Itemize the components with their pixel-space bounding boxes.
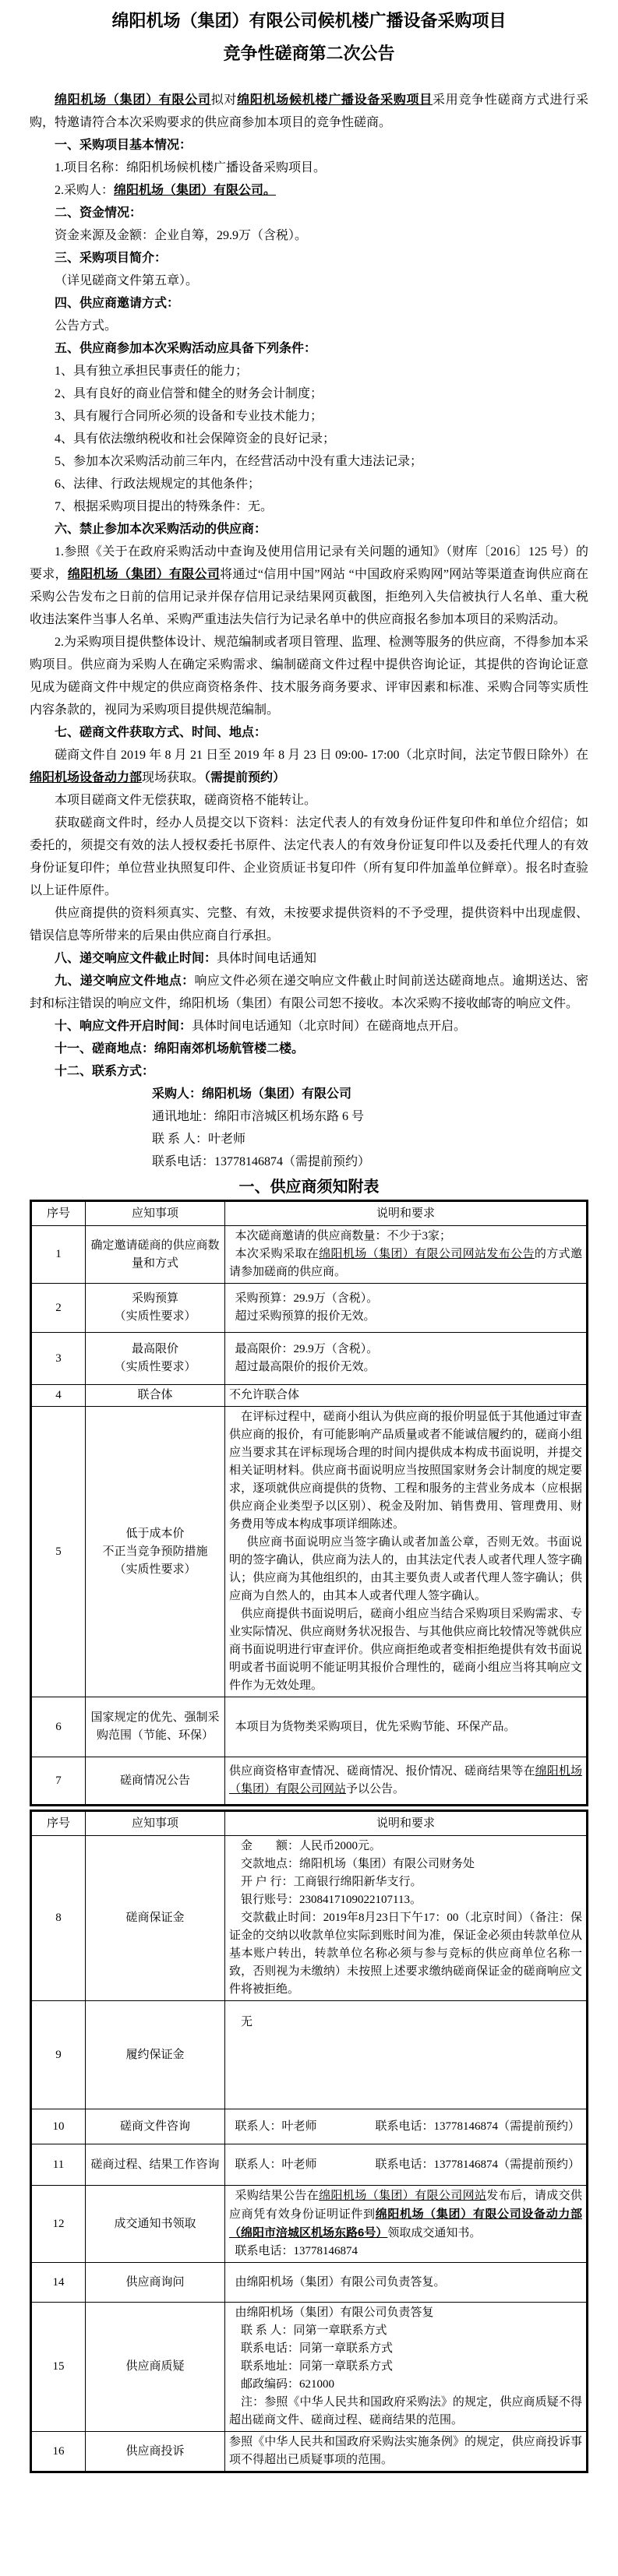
table-row-9 [31,2001,588,2109]
row-desc: 不允许联合体 [225,1385,588,1407]
spacer [30,70,588,89]
s6p1-pre: 1.参照《关于在政府采购活动中查询及使用信用记录有关问题的通知》（财库〔2016〕125 号）的要求， [30,545,588,581]
row-desc [225,2303,588,2432]
section12-heading: 十二、联系方式： [55,1065,155,1078]
table-row-5 [31,1407,588,1697]
row-desc [225,2186,588,2263]
row-item: 供应商投诉 [86,2432,225,2472]
intro-mid: 拟对 [210,93,238,107]
contact-phone: 联系电话：13778146874（需提前预约） [375,2158,581,2171]
row-desc [225,2432,588,2472]
contact-person: 联系人：叶老师 [235,2158,317,2171]
row-desc [225,2109,588,2144]
row-seq: 11 [31,2144,86,2186]
table-row-14 [31,2263,588,2303]
header-desc: 说明和要求 [225,1811,588,1836]
contact-block [30,1083,588,1173]
project-name: 绵阳机场候机楼广播设备采购项目 [237,93,433,107]
row-seq: 10 [31,2109,86,2144]
row-item: 确定邀请磋商的供应商数量和方式 [86,1226,225,1284]
row-item: 成交通知书领取 [86,2186,225,2263]
desc-line [229,1246,582,1281]
header-item: 应知事项 [86,1811,225,1836]
table-header-row [31,1201,588,1226]
row-desc [225,1407,588,1697]
desc-bold-underlined: 绵阳机场（集团）有限公司设备动力部（绵阳市涪城区机场东路6号） [229,2208,582,2239]
table-row-16 [31,2432,588,2472]
contact-person: 联系人：叶老师 [235,2120,317,2133]
row-desc [225,2001,588,2109]
table-row-6 [31,1697,588,1757]
buyer-name: 绵阳机场（集团）有限公司 [55,93,211,107]
s9-body: 响应文件必须在递交响应文件截止时间前送达磋商地点。逾期送达、密封和标注错误的响应文件，绵阳机场（集团）有限公司恕不接收。本次采购不接收邮寄的响应文件。 [30,974,588,1010]
desc-line [229,2118,582,2136]
desc-paragraph: 在评标过程中，磋商小组认为供应商的报价明显低于其他通过审查供应商的报价，有可能影响产品质量或者不能诚信履约的，磋商小组应当要求其在评标现场合理的时间内提供成本构成书面说明，并提交相关证明材料。供应商书面说明应当按照国家财务会计制度的规定要求，逐项就供应商提供的货物、工程和服务的主营业务成本（应根据供应商企业类型予以区别）、税金及附加、销售费用、管理费用、财务费用等成本构成事项详细陈述。 [229,1411,582,1531]
deposit-account: 银行账号：2308417109022107113。 [241,1894,422,1906]
condition-item: 3、具有履行合同所必须的设备和专业技术能力； [55,410,323,423]
section2-heading: 二、资金情况： [55,206,143,220]
s6p1-buyer: 绵阳机场（集团）有限公司 [67,568,221,581]
row-item: 联合体 [86,1385,225,1407]
section7-paragraph4: 供应商提供的资料须真实、完整、有效，未按要求提供资料的不予受理，提供资料中出现虚假、错误信息等所带来的后果由供应商自行承担。 [30,907,588,943]
row-item: 供应商质疑 [86,2303,225,2432]
contact-person: 联 系 人：叶老师 [152,1133,246,1146]
section5-heading: 五、供应商参加本次采购活动应具备下列条件： [55,342,317,355]
contact-phone: 联系电话：13778146874（需提前预约） [375,2120,581,2133]
deposit-deadline: 交款截止时间：2019年8月23日下午17：00（北京时间）（备注：保证金的交纳以收款单位实际到账时间为准，保证金必须由转款单位从基本账户转出，转款单位名称必须与参与竞标的供应商单位名称一致，否则视为未缴纳）未按照上述要求缴纳磋商保证金的磋商响应文件将被拒绝。 [229,1912,582,1996]
section7-paragraph2: 本项目磋商文件无偿获取，磋商资格不能转让。 [55,794,317,807]
row-desc [225,1836,588,2001]
deposit-place: 交款地点：绵阳机场（集团）有限公司财务处 [241,1858,475,1870]
desc-seg: 的方式邀请参加磋商的供应商。 [229,1248,582,1278]
section7-heading: 七、磋商文件获取方式、时间、地点： [55,726,267,739]
row-desc [225,1284,588,1333]
row-desc [225,1333,588,1385]
desc-paragraph: 参照《中华人民共和国政府采购法实施条例》的规定，供应商投诉事项不得超出已质疑事项的范围。 [229,2436,582,2466]
item-line: 低于成本价 [125,1527,185,1540]
section7-paragraph1 [30,744,588,789]
section10-line [30,1015,588,1038]
desc-paragraph: 供应商提供书面说明后，磋商小组应当结合采购项目采购需求、专业实际情况、供应商财务状况报告、与其他供应商比较情况等就供应商书面说明进行审查评价。供应商拒绝或者变相拒绝提供有效书面说明或者书面说明不能证明其报价合理性的，磋商小组应当将其响应文件作为无效处理。 [229,1608,582,1692]
row-item: 磋商保证金 [86,1836,225,2001]
table-row-10 [31,2109,588,2144]
section3-body: （详见磋商文件第五章）。 [55,274,199,287]
section6-heading: 六、禁止参加本次采购活动的供应商： [55,523,267,536]
row-desc [225,2144,588,2186]
item-line: （实质性要求） [114,1563,196,1576]
s8-label: 八、递交响应文件截止时间： [55,952,217,965]
row-item: 履约保证金 [86,2001,225,2109]
desc-underlined: 绵阳机场（集团）有限公司网站 [319,2190,487,2202]
row-desc [225,1757,588,1806]
desc-seg: 领取成交通知书。 [387,2227,482,2239]
s10-body: 具体时间电话通知（北京时间）在磋商地点开启。 [192,1020,467,1033]
desc-note: 注：参照《中华人民共和国政府采购法》的规定，供应商质疑不得超出磋商文件、磋商过程、磋商结果的范围。 [229,2396,582,2426]
desc-seg: 本次采购采取在 [235,1248,320,1260]
header-item: 应知事项 [86,1201,225,1226]
row-desc [225,1226,588,1284]
section1-item2 [30,179,588,202]
row-item: 磋商情况公告 [86,1757,225,1806]
supplier-notice-table-2 [30,1810,588,2473]
section11-line: 十一、磋商地点：绵阳南郊机场航管楼二楼。 [55,1042,305,1055]
row-seq: 3 [31,1333,86,1385]
row-item [86,1284,225,1333]
section2-body: 资金来源及金额：企业自筹，29.9万（含税）。 [55,229,308,242]
item-line: （实质性要求） [114,1310,196,1323]
desc-line: 本次磋商邀请的供应商数量：不少于3家； [235,1230,452,1242]
doc-title-line1: 绵阳机场（集团）有限公司候机楼广播设备采购项目 [111,11,507,30]
desc-line: 邮政编码：621000 [241,2378,335,2391]
condition-item: 1、具有独立承担民事责任的能力； [55,365,249,378]
row-seq: 1 [31,1226,86,1284]
desc-line: 超过采购预算的报价无效。 [235,1310,376,1323]
buyer-value: 绵阳机场（集团）有限公司。 [114,184,277,197]
row-seq: 5 [31,1407,86,1697]
table-row-2 [31,1284,588,1333]
header-seq: 序号 [31,1201,86,1226]
row-item: 国家规定的优先、强制采购范围（节能、环保） [86,1697,225,1757]
section8-line [30,947,588,970]
table-header-row [31,1811,588,1836]
desc-paragraph [229,2187,582,2243]
intro-rest: 采用竞争性磋商方式进行采购，特邀请符合本次采购要求的供应商参加本项目的竞争性磋商。 [30,93,588,129]
desc-underlined: 绵阳机场（集团）有限公司网站发布公告 [319,1248,535,1260]
desc-line: 无 [241,2016,253,2028]
desc-line: 联系电话：同第一章联系方式 [241,2342,394,2355]
row-seq: 8 [31,1836,86,2001]
appendix-title: 一、供应商须知附表 [238,1179,380,1196]
desc-underlined: 绵阳机场（集团）有限公司网站 [229,1765,582,1795]
row-seq: 15 [31,2303,86,2432]
deposit-amount: 金 额：人民币2000元。 [241,1840,382,1852]
table-row-4 [31,1385,588,1407]
row-item: 磋商文件咨询 [86,2109,225,2144]
row-item: 供应商询问 [86,2263,225,2303]
condition-item: 5、参加本次采购活动前三年内，在经营活动中没有重大违法记录； [55,455,423,468]
supplier-notice-table-1 [30,1200,588,1806]
desc-line: 由绵阳机场（集团）有限公司负责答复。 [235,2275,446,2289]
row-seq: 2 [31,1284,86,1333]
desc-line: 由绵阳机场（集团）有限公司负责答复 [235,2306,434,2319]
header-seq: 序号 [31,1811,86,1836]
item-line: 不正当竞争预防措施 [102,1545,208,1558]
contact-buyer: 采购人：绵阳机场（集团）有限公司 [152,1087,352,1101]
section3-heading: 三、采购项目简介： [55,252,168,265]
row-desc [225,1697,588,1757]
condition-item: 6、法律、行政法规规定的其他条件； [55,477,261,491]
desc-line: 联 系 人：同第一章联系方式 [241,2324,387,2337]
s7p1-pre: 磋商文件自 2019 年 8 月 21 日至 2019 年 8 月 23 日 09:00- 17:00（北京时间，法定节假日除外）在 [55,749,588,762]
row-item: 磋商过程、结果工作咨询 [86,2144,225,2186]
s9-label: 九、递交响应文件地点： [55,974,195,988]
deposit-bank: 开 户 行：工商银行绵阳新华支行。 [241,1876,422,1888]
s10-label: 十、响应文件开启时间： [55,1020,192,1033]
contact-address: 通讯地址：绵阳市涪城区机场东路 6 号 [152,1110,365,1123]
row-item [86,1407,225,1697]
table-row-15 [31,2303,588,2432]
item-line: 最高限价 [131,1343,178,1355]
row-seq: 6 [31,1697,86,1757]
condition-item: 7、根据采购项目提出的特殊条件：无。 [55,500,274,513]
contact-phone: 联系电话：13778146874 [235,2245,358,2257]
desc-seg: 予以公告。 [346,1783,405,1795]
desc-seg: 供应商资格审查情况、磋商情况、报价情况、磋商结果等在 [229,1765,535,1778]
row-desc [225,2263,588,2303]
section7-paragraph3: 获取磋商文件时，经办人员提交以下资料：法定代表人的有效身份证件复印件和单位介绍信；如委托的，须提交有效的法人授权委托书原件、法定代表人的有效身份证复印件以及委托代理人的有效身份证复印件；单位营业执照复印件、企业资质证书复印件（所有复印件加盖单位鲜章）。报名时查验以上证件原件。 [30,816,588,897]
table-row-1 [31,1226,588,1284]
desc-line: 采购预算：29.9万（含税）。 [235,1292,379,1305]
table-row-3 [31,1333,588,1385]
section6-paragraph2: 2.为采购项目提供整体设计、规范编制或者项目管理、监理、检测等服务的供应商，不得参加本采购项目。供应商为采购人在确定采购需求、编制磋商文件过程中提供咨询论证，其提供的咨询论证意见成为磋商文件中规定的供应商资格条件、技术服务商务要求、评审因素和标准、采购合同等实质性内容条款的，视同为采购项目提供规范编制。 [30,636,588,717]
row-seq: 7 [31,1757,86,1806]
condition-item: 2、具有良好的商业信誉和健全的财务会计制度； [55,387,323,400]
section4-body: 公告方式。 [55,319,118,333]
table-row-12 [31,2186,588,2263]
desc-paragraph [229,1763,582,1799]
buyer-label: 2.采购人： [55,184,115,197]
desc-line: 本项目为货物类采购项目，优先采购节能、环保产品。 [235,1720,516,1733]
row-seq: 14 [31,2263,86,2303]
row-item [86,1333,225,1385]
s7p1-place: 绵阳机场设备动力部 [30,771,143,784]
desc-paragraph: 供应商书面说明应当签字确认或者加盖公章，否则无效。书面说明的签字确认，供应商为法人的，由其法定代表人或者代理人签字确认；供应商为其他组织的，由其主要负责人或者代理人签字确认；供应商为自然人的，由其本人或者代理人签字确认。 [229,1536,582,1602]
section9-paragraph [30,970,588,1015]
intro-paragraph [30,89,588,134]
s8-body: 具体时间电话通知 [217,952,317,965]
s7p1-note: （需提前预约） [204,771,286,784]
table-row-8 [31,1836,588,2001]
condition-item: 4、具有依法缴纳税收和社会保障资金的良好记录； [55,432,336,446]
section1-item1: 1.项目名称：绵阳机场候机楼广播设备采购项目。 [55,161,327,174]
row-seq: 16 [31,2432,86,2472]
doc-title-line2: 竞争性磋商第二次公告 [223,44,395,63]
desc-line: 最高限价：29.9万（含税）。 [235,1343,379,1355]
desc-line: 联系地址：同第一章联系方式 [241,2360,394,2373]
desc-line [229,2156,582,2174]
s7p1-mid: 现场获取。 [142,771,205,784]
row-seq: 9 [31,2001,86,2109]
item-line: （实质性要求） [114,1361,196,1373]
row-seq: 12 [31,2186,86,2263]
item-line: 采购预算 [131,1292,178,1305]
table-row-11 [31,2144,588,2186]
row-seq: 4 [31,1385,86,1407]
desc-seg: 采购结果公告在 [235,2190,320,2202]
section1-heading: 一、采购项目基本情况： [55,139,192,152]
header-desc: 说明和要求 [225,1201,588,1226]
s6p1-post: 将通过“信用中国”网站 “中国政府采购网”网站等渠道查询供应商在采购公告发布之日前的信用记录并保存信用记录结果网页截图，拒绝列入失信被执行人名单、重大税收违法案件当事人名单、采购严重违法失信行为记录名单中的供应商报名参加本项目的采购活动。 [30,568,588,626]
desc-seg: 发布后，请成交供应商凭有效身份证明证件到 [229,2190,582,2221]
desc-line: 超过最高限价的报价无效。 [235,1361,376,1373]
contact-phone: 联系电话：13778146874（需提前预约） [152,1155,371,1168]
section4-heading: 四、供应商邀请方式： [55,297,180,310]
table-row-7 [31,1757,588,1806]
section6-paragraph1 [30,541,588,631]
